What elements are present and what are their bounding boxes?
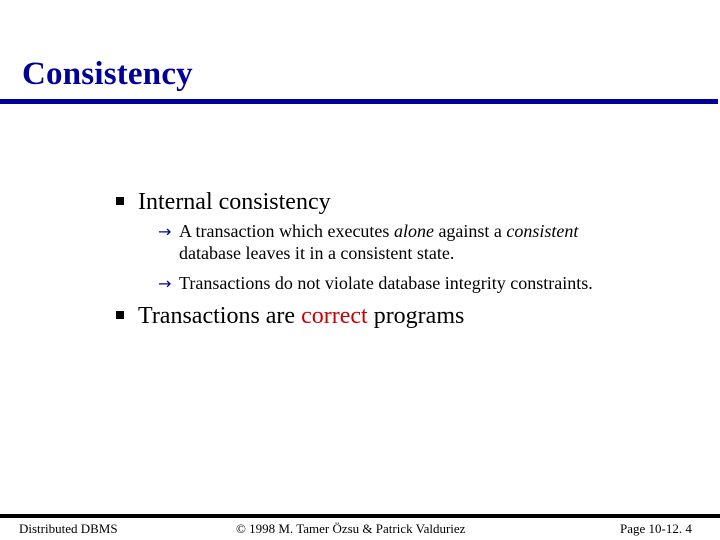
subbullet-continuation: database leaves it in a consistent state. [179,243,455,263]
arrow-right-icon: → [158,222,172,241]
bullet-text: programs [367,303,465,329]
bullet-text: Transactions are [138,303,302,329]
emphasis-alone: alone [393,221,434,241]
footer-rule [0,514,720,518]
footer-page-number: Page 10-12. 4 [620,521,692,536]
arrow-right-icon: → [158,274,172,293]
subbullet-text: A transaction which executes [179,221,394,241]
bullet-internal-consistency: Internal consistency [138,189,331,215]
slide-title: Consistency [22,56,193,92]
square-bullet-icon [116,311,124,319]
bullet-correct-programs [138,302,464,330]
square-bullet-icon [116,197,124,205]
emphasis-consistent: consistent [506,221,579,241]
footer-copyright: © 1998 M. Tamer Özsu & Patrick Valduriez [236,521,466,536]
title-underline [0,99,718,104]
subbullet-text: against a [433,221,507,241]
subbullet-alone-consistent [179,221,578,242]
footer-left: Distributed DBMS [19,521,118,536]
accent-correct: correct [301,303,368,329]
subbullet-integrity: Transactions do not violate database integrity constraints. [179,273,593,293]
